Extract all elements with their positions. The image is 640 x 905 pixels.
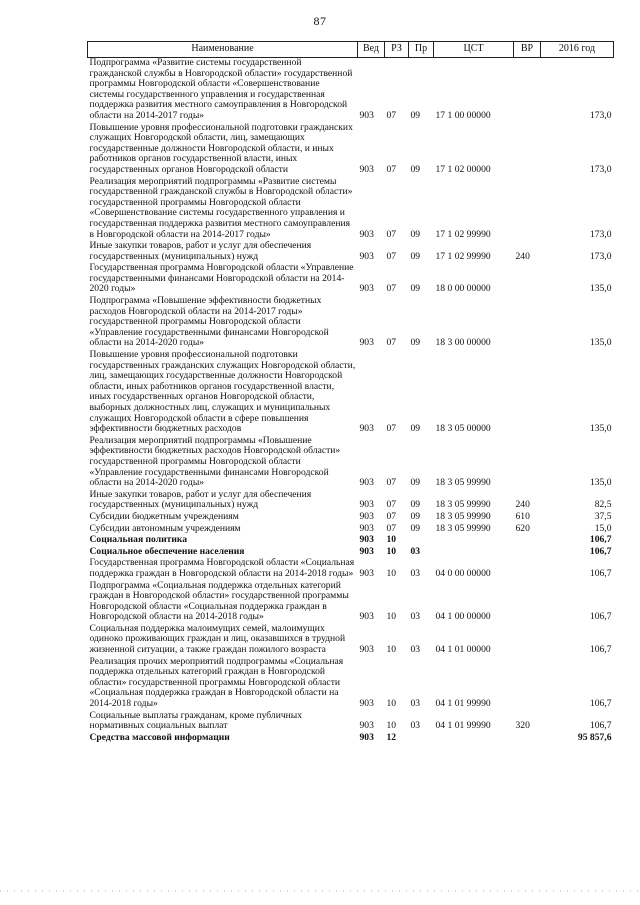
cell-cst: 18 3 05 99990 (435, 522, 491, 534)
cell-name: Повышение уровня профессиональной подготовки гражданских служащих Новгородской области, лиц, замещающих государственные должности Новгородской области, и иных работников органов государственной власти, иных государственных органов Новгородской области (89, 121, 353, 175)
cell-ved: 903 (359, 510, 374, 522)
cell-vr (514, 177, 541, 242)
cell-rz: 07 (386, 423, 397, 435)
header-pr: Пр (409, 42, 434, 58)
cell-vr (514, 733, 541, 745)
cell-name: Государственная программа Новгородской области «Социальная поддержка граждан в Новгородской области на 2014-2018 годы» (89, 557, 355, 579)
cell-cst (434, 733, 514, 745)
cell-ved: 903 (359, 499, 374, 511)
cell-amount: 173,0 (589, 109, 612, 121)
cell-amount: 135,0 (589, 337, 612, 349)
cell-amount: 106,7 (589, 720, 612, 732)
cell-amount: 106,7 (589, 567, 612, 579)
cell-ved: 903 (359, 545, 374, 557)
cell-pr: 03 (410, 698, 421, 710)
budget-table (87, 41, 614, 744)
header-ved: Вед (358, 42, 385, 58)
cell-rz: 07 (386, 510, 397, 522)
cell-pr: 03 (410, 644, 421, 656)
cell-amount: 173,0 (589, 228, 612, 240)
cell-rz: 10 (386, 611, 397, 623)
cell-ved: 903 (359, 720, 374, 732)
cell-name: Социальные выплаты гражданам, кроме публичных нормативных социальных выплат (89, 709, 303, 732)
cell-pr: 09 (410, 109, 421, 121)
cell-name: Повышение уровня профессиональной подготовки государственных гражданских служащих Новгородской области, лиц, замещающих государственные должности Новгородской области, иных работников органов государственной власти, иных государственных органов Новгородской области, выборных должностных лиц, служащих и муниципальных служащих Новгородской области в сфере повышения эффективности бюджетных расходов (89, 349, 356, 435)
table-row (88, 657, 614, 711)
cell-amount: 106,7 (589, 698, 612, 710)
cell-pr: 09 (410, 510, 421, 522)
cell-name: Социальная поддержка малоимущих семей, малоимущих одиноко проживающих граждан и лиц, оказавшихся в трудной жизненной ситуации, а также граждан пожилого возраста (89, 622, 346, 656)
cell-ved: 903 (359, 644, 374, 656)
cell-vr (514, 296, 541, 350)
cell-ved: 903 (359, 283, 374, 295)
cell-ved: 903 (359, 423, 374, 435)
cell-vr (514, 535, 541, 547)
cell-vr: 610 (515, 510, 530, 522)
header-cst: ЦСТ (434, 42, 514, 58)
cell-rz: 07 (386, 477, 397, 489)
table-row (88, 58, 614, 123)
cell-cst: 17 1 02 99990 (435, 250, 491, 262)
cell-vr (514, 657, 541, 711)
cell-amount: 106,7 (589, 644, 612, 656)
table-row (88, 263, 614, 296)
cell-ved: 903 (359, 228, 374, 240)
cell-amount: 106,7 (589, 534, 612, 546)
cell-cst: 04 1 00 00000 (435, 611, 491, 623)
cell-ved: 903 (359, 698, 374, 710)
cell-name: Социальное обеспечение населения (89, 545, 245, 557)
table-row (88, 436, 614, 490)
cell-pr: 09 (410, 337, 421, 349)
table-row (88, 711, 614, 733)
cell-amount: 15,0 (594, 522, 612, 534)
cell-amount: 173,0 (589, 163, 612, 175)
cell-pr (409, 535, 434, 547)
table-row (88, 581, 614, 624)
cell-rz: 10 (386, 720, 397, 732)
page-number: 87 (313, 14, 327, 28)
cell-rz: 10 (386, 567, 397, 579)
cell-pr: 03 (410, 611, 421, 623)
cell-vr: 240 (515, 250, 530, 262)
cell-vr (514, 624, 541, 657)
cell-cst: 04 1 01 99990 (435, 720, 491, 732)
cell-name: Субсидии бюджетным учреждениям (89, 510, 239, 522)
cell-rz: 10 (386, 644, 397, 656)
cell-cst (434, 535, 514, 547)
cell-ved: 903 (359, 250, 374, 262)
cell-cst: 18 0 00 00000 (435, 283, 491, 295)
cell-pr (409, 733, 434, 745)
cell-pr: 03 (410, 720, 421, 732)
cell-name: Субсидии автономным учреждениям (89, 522, 241, 534)
cell-ved: 903 (359, 611, 374, 623)
cell-pr: 09 (410, 522, 421, 534)
cell-ved: 903 (359, 567, 374, 579)
cell-ved: 903 (359, 731, 374, 743)
cell-vr: 320 (515, 720, 530, 732)
cell-name: Реализация мероприятий подпрограммы «Повышение эффективности бюджетных расходов Новгородской области» государственной программы Новгородской области «Управление государственными финансами Новгородской области на 2014-2020 годы» (89, 434, 341, 489)
cell-name: Социальная политика (89, 534, 188, 546)
table-row (88, 350, 614, 436)
cell-pr: 09 (410, 228, 421, 240)
table-row (88, 733, 614, 745)
cell-pr: 09 (410, 477, 421, 489)
table-row (88, 624, 614, 657)
cell-rz: 07 (386, 337, 397, 349)
table-row (88, 123, 614, 177)
cell-name: Реализация мероприятий подпрограммы «Развитие системы государственной гражданской службы в Новгородской области» государственной программы Новгородской области «Совершенствование системы государственного управления и государственная поддержка развития местного самоуправления в Новгородской области на 2014-2017 годы» (89, 175, 353, 240)
cell-rz: 10 (386, 698, 397, 710)
cell-rz: 12 (386, 731, 397, 743)
cell-cst: 18 3 00 00000 (435, 337, 491, 349)
cell-rz: 07 (386, 228, 397, 240)
table-row (88, 512, 614, 524)
cell-cst: 04 1 01 00000 (435, 644, 491, 656)
table-row (88, 535, 614, 547)
cell-name: Подпрограмма «Повышение эффективности бюджетных расходов Новгородской области на 2014-2017 годы» государственной программы Новгородской области «Управление государственными финансами Новгородской области на 2014-2020 годы» (89, 295, 329, 349)
cell-cst: 17 1 02 99990 (435, 228, 491, 240)
cell-amount: 106,7 (589, 545, 612, 557)
cell-vr (514, 547, 541, 559)
cell-rz: 10 (386, 534, 397, 546)
header-rz: РЗ (385, 42, 409, 58)
cell-rz: 07 (386, 522, 397, 534)
table-row (88, 558, 614, 580)
cell-name: Средства массовой информации (89, 731, 230, 743)
table-row (88, 490, 614, 512)
table-row (88, 177, 614, 242)
cell-vr (514, 558, 541, 580)
cell-name: Реализация прочих мероприятий подпрограммы «Социальная поддержка отдельных категорий граждан в Новгородской области» государственной программы Новгородской области «Социальная поддержка граждан в Новгородской области на 2014-2018 годы» (89, 655, 344, 710)
cell-name: Иные закупки товаров, работ и услуг для обеспечения государственных (муниципальных) нужд (89, 240, 312, 262)
cell-cst: 04 1 01 99990 (435, 698, 491, 710)
cell-rz: 07 (386, 250, 397, 262)
cell-vr: 620 (515, 522, 530, 534)
cell-vr (514, 350, 541, 436)
cell-rz: 07 (386, 109, 397, 121)
cell-pr: 09 (410, 250, 421, 262)
cell-vr (514, 263, 541, 296)
table-header-row (88, 42, 614, 58)
cell-vr (514, 123, 541, 177)
cell-vr (514, 58, 541, 123)
cell-amount: 82,5 (594, 499, 612, 511)
cell-ved: 903 (359, 337, 374, 349)
cell-pr: 03 (410, 545, 421, 557)
cell-vr (514, 436, 541, 490)
cell-cst: 18 3 05 99990 (435, 499, 491, 511)
cell-amount: 37,5 (594, 510, 612, 522)
header-year: 2016 год (541, 42, 614, 58)
cell-rz: 07 (386, 499, 397, 511)
cell-name: Подпрограмма «Социальная поддержка отдельных категорий граждан в Новгородской области» государственной программы Новгородской области «Социальная поддержка граждан в Новгородской области на 2014-2018 годы» (89, 579, 349, 623)
cell-vr (514, 581, 541, 624)
cell-amount: 173,0 (589, 250, 612, 262)
cell-ved: 903 (359, 534, 374, 546)
cell-pr: 09 (410, 163, 421, 175)
cell-cst: 17 1 00 00000 (435, 109, 491, 121)
cell-vr: 240 (515, 499, 530, 511)
cell-pr: 03 (410, 567, 421, 579)
header-name: Наименование (88, 42, 358, 58)
cell-rz: 10 (386, 545, 397, 557)
cell-rz: 07 (386, 283, 397, 295)
cell-cst: 18 3 05 99990 (435, 477, 491, 489)
scan-artifact-line (0, 890, 640, 892)
header-vr: ВР (514, 42, 541, 58)
cell-pr: 09 (410, 423, 421, 435)
cell-amount: 106,7 (589, 611, 612, 623)
cell-pr: 09 (410, 283, 421, 295)
cell-rz: 07 (386, 163, 397, 175)
cell-ved: 903 (359, 163, 374, 175)
cell-amount: 95 857,6 (577, 731, 612, 743)
cell-name: Подпрограмма «Развитие системы государственной гражданской службы в Новгородской области» государственной программы Новгородской области «Совершенствование системы государственного управления и государственная поддержка развития местного самоуправления в Новгородской области на 2014-2017 годы» (89, 57, 353, 121)
cell-ved: 903 (359, 522, 374, 534)
table-row (88, 296, 614, 350)
cell-cst: 18 3 05 00000 (435, 423, 491, 435)
cell-name: Иные закупки товаров, работ и услуг для обеспечения государственных (муниципальных) нужд (89, 488, 312, 511)
cell-name: Государственная программа Новгородской области «Управление государственными финансами Новгородской области на 2014-2020 годы» (89, 262, 354, 295)
cell-cst: 17 1 02 00000 (435, 163, 491, 175)
table-row (88, 241, 614, 263)
cell-pr: 09 (410, 499, 421, 511)
cell-amount: 135,0 (589, 283, 612, 295)
cell-ved: 903 (359, 477, 374, 489)
cell-cst: 04 0 00 00000 (435, 567, 491, 579)
cell-ved: 903 (359, 109, 374, 121)
cell-amount: 135,0 (589, 477, 612, 489)
cell-amount: 135,0 (589, 423, 612, 435)
cell-cst: 18 3 05 99990 (435, 510, 491, 522)
cell-cst (434, 547, 514, 559)
